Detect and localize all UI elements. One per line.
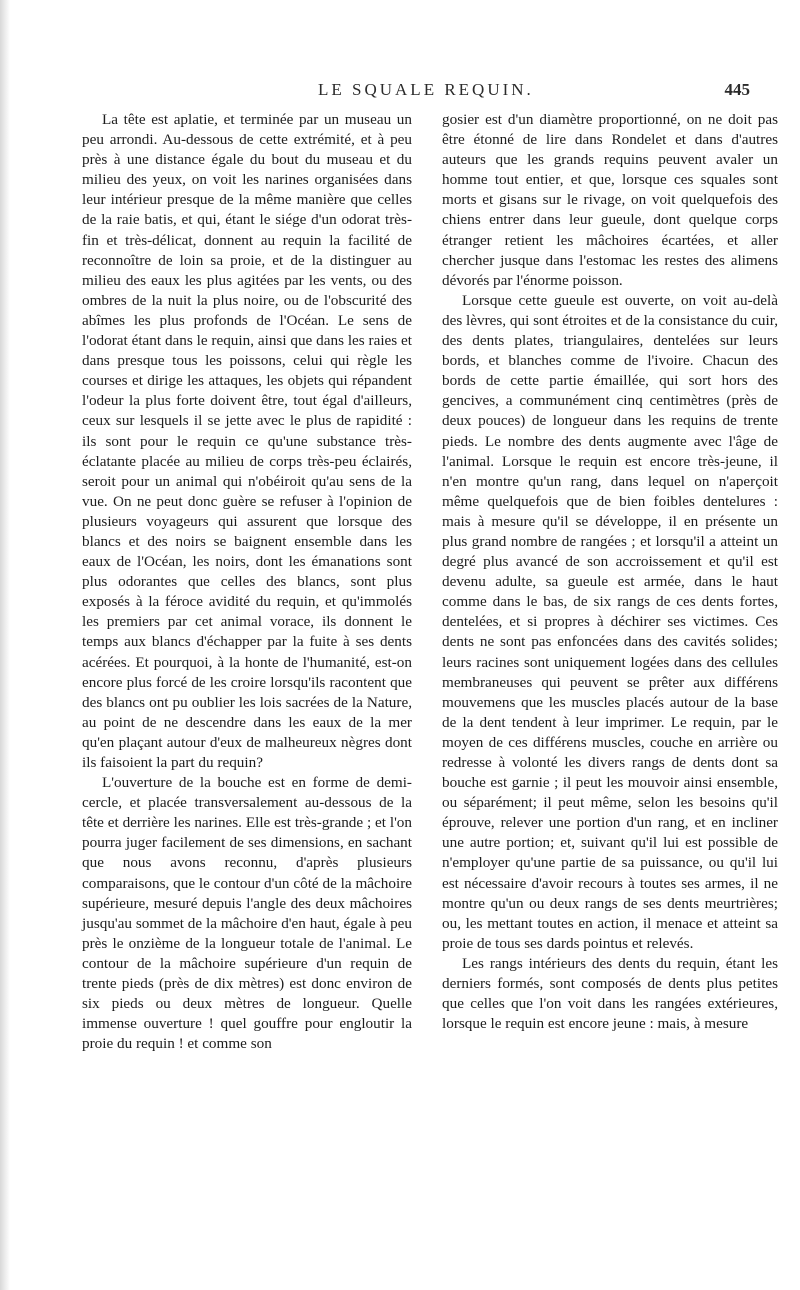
paragraph: Les rangs intérieurs des dents du requin, étant les derniers formés, sont composés de dents plus petites que celles que l'on voit dans les rangées extérieures, lorsque le requin est encore jeune : mais, à mesure xyxy=(442,954,778,1033)
page-number: 445 xyxy=(724,80,750,99)
paragraph: L'ouverture de la bouche est en forme de demi-cercle, et placée transversalement au-dessous de la tête et derrière les narines. Elle est très-grande ; et l'on pourra juger facilement de ses dimensions, en sachant que nous avons reconnu, d'après plusieurs comparaisons, que le contour d'un côté de la mâchoire supérieure, mesuré depuis l'angle des deux mâchoires jusqu'au sommet de la mâchoire d'en haut, égale à peu près le onzième de la longueur totale de l'animal. Le contour de la mâchoire supérieure d'un requin de trente pieds (près de dix mètres) est donc environ de six pieds ou deux mètres de longueur. Quelle immense ouverture ! quel gouffre pour engloutir la proie du requin ! et comme son xyxy=(82,774,412,1053)
running-title: LE SQUALE REQUIN. xyxy=(318,80,534,99)
left-column xyxy=(82,110,412,1054)
page-header xyxy=(0,80,800,108)
paragraph: La tête est aplatie, et terminée par un museau un peu arrondi. Au-dessous de cette extrémité, et à peu près à une distance égale du bout du museau et du milieu des yeux, on voit les narines organisées dans leur intérieur presque de la même manière que celles de la raie batis, et qui, étant le siége d'un odorat très-fin et très-délicat, donnent au requin la facilité de reconnoître de loin sa proie, et de la distinguer au milieu des eaux les plus agitées par les vents, ou des ombres de la nuit la plus noire, ou de l'obscurité des abîmes les plus profonds de l'Océan. Le sens de l'odorat étant dans le requin, ainsi que dans les raies et dans presque tous les poissons, celui qui règle les courses et dirige les attaques, les objets qui répandent l'odeur la plus forte doivent être, tout égal d'ailleurs, ceux sur lesquels il se jette avec le plus de rapidité : ils sont pour le requin ce qu'une substance très-éclatante placée au milieu de corps très-peu éclairés, seroit pour un animal qui n'obéiroit qu'au sens de la vue. On ne peut donc guère se refuser à l'opinion de plusieurs voyageurs qui assurent que lorsque des blancs et des noirs se baignent ensemble dans les eaux de l'Océan, les noirs, dont les émanations sont plus odorantes que celles des blancs, sont plus exposés à la féroce avidité du requin, et qu'immolés les premiers par cet animal vorace, ils donnent le temps aux blancs d'échapper par la fuite à ses dents acérées. Et pourquoi, à la honte de l'humanité, est-on encore plus forcé de les croire lorsqu'ils racontent que des blancs ont pu oublier les lois sacrées de la Nature, au point de ne descendre dans les eaux de la mer qu'en plaçant autour d'eux de malheureux nègres dont ils faisoient la part du requin? xyxy=(82,111,412,771)
page-gutter-shadow xyxy=(0,0,10,1290)
paragraph-continued: gosier est d'un diamètre proportionné, on ne doit pas être étonné de lire dans Rondelet et dans d'autres auteurs que les grands requins peuvent avaler un homme tout entier, et que, lorsque ces squales sont morts et gisans sur le rivage, on voit quelquefois des chiens entrer dans leur gueule, dont quelque corps étranger retient les mâchoires écartées, et aller chercher jusque dans l'estomac les restes des alimens dévorés par l'énorme poisson. xyxy=(442,111,778,289)
right-column xyxy=(442,110,778,1034)
paragraph: Lorsque cette gueule est ouverte, on voit au-delà des lèvres, qui sont étroites et de la consistance du cuir, des dents plates, triangulaires, dentelées sur leurs bords, et blanches comme de l'ivoire. Chacun des bords de cette partie émaillée, qui sort hors des gencives, a communément cinq centimètres (près de deux pouces) de longueur dans les requins de trente pieds. Le nombre des dents augmente avec l'âge de l'animal. Lorsque le requin est encore très-jeune, il n'en montre qu'un rang, dans lequel on n'aperçoit même quelquefois que de bien foibles dentelures : mais à mesure qu'il se développe, il en présente un plus grand nombre de rangées ; et lorsqu'il a atteint un degré plus avancé de son accroissement et qu'il est devenu adulte, sa gueule est armée, dans le haut comme dans le bas, de six rangs de ces dents fortes, dentelées, et si propres à déchirer ses victimes. Ces dents ne sont pas enfoncées dans des cavités solides; leurs racines sont uniquement logées dans des cellules membraneuses qui peuvent se prêter aux différens mouvemens que les muscles placés autour de la base de la dent tendent à leur imprimer. Le requin, par le moyen de ces différens muscles, couche en arrière ou redresse à volonté les divers rangs de dents dont sa bouche est garnie ; il peut les mouvoir ainsi ensemble, ou séparément; il peut même, selon les besoins qu'il éprouve, relever une portion d'un rang, et en incliner une autre portion; et, suivant qu'il lui est possible de n'employer qu'une partie de sa puissance, ou qu'il lui est nécessaire d'avoir recours à toutes ses armes, il ne montre qu'un ou deux rangs de ses dents meurtrières; ou, les mettant toutes en action, il menace et atteint sa proie de tous ses dards pointus et relevés. xyxy=(442,291,778,952)
